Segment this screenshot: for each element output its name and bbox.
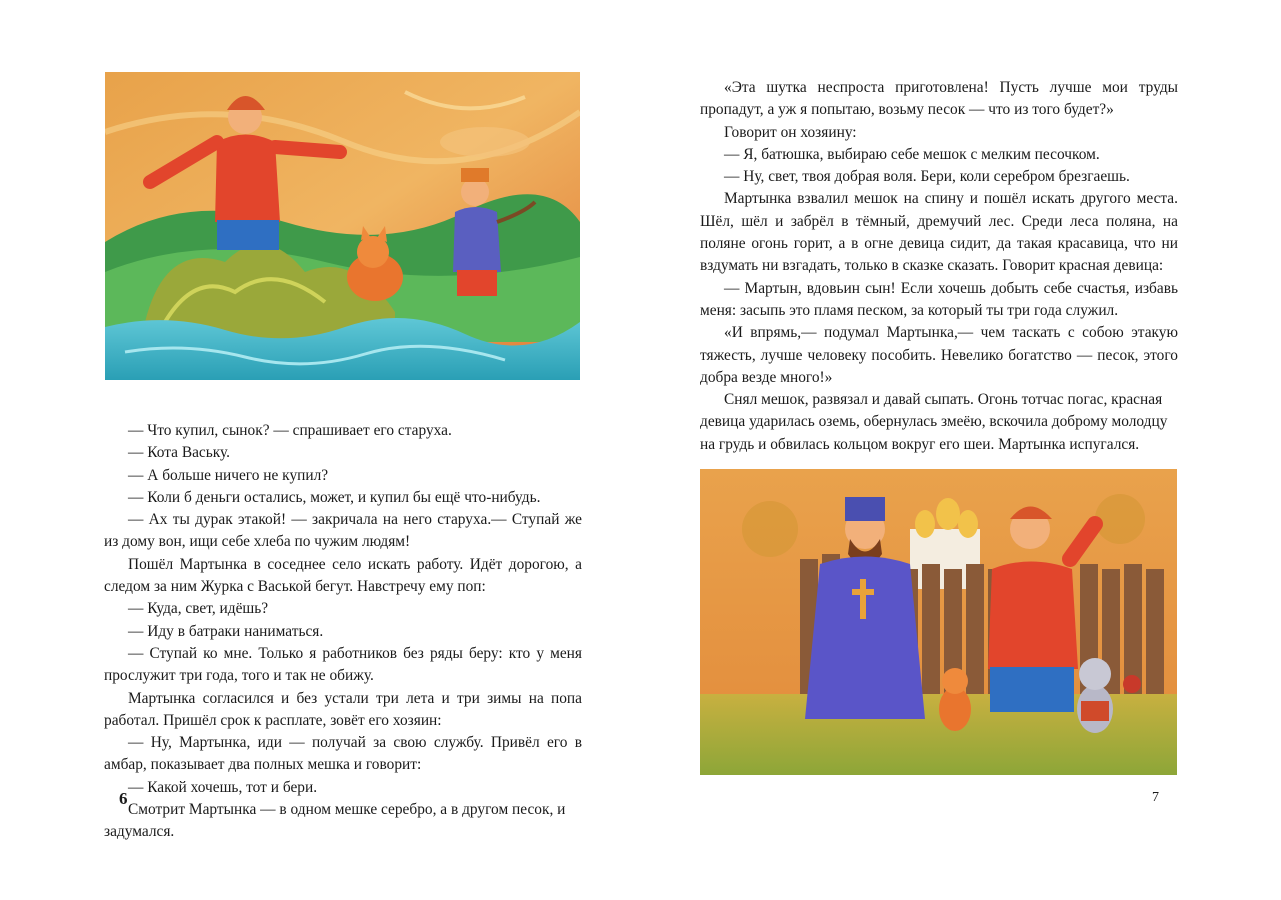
paragraph: — Ах ты дурак этакой! — закричала на него старуха.— Ступай же из дому вон, ищи себе хлеба по чужим людям! xyxy=(104,511,582,551)
paragraph: — Мартын, вдовьин сын! Если хочешь добыть себе счастья, избавь меня: засыпь это пламя песком, за который ты три года служил. xyxy=(700,279,1178,319)
paragraph: Мартынка согласился и без устали три лета и три зимы на попа работал. Пришёл срок к расплате, зовёт его хозяин: xyxy=(104,689,582,729)
paragraph: — Ну, свет, твоя добрая воля. Бери, коли серебром брезгаешь. xyxy=(724,168,1130,186)
paragraph: — Какой хочешь, тот и бери. xyxy=(128,778,318,796)
illustration-priest-and-martynka xyxy=(700,469,1177,775)
paragraph: Пошёл Мартынка в соседнее село искать работу. Идёт дорогою, а следом за ним Журка с Васькой бегут. Навстречу ему поп: xyxy=(104,555,582,596)
paragraph: — Куда, свет, идёшь? xyxy=(128,600,269,618)
illustration-martynka-shore xyxy=(105,72,580,380)
page-number-right: 7 xyxy=(1152,790,1159,805)
right-page-text xyxy=(700,77,1178,456)
paragraph: «И впрямь,— подумал Мартынка,— чем таскать с собою этакую тяжесть, лучше человеку пособить. Невелико богатство — песок, этого добра везде много!» xyxy=(700,324,1178,386)
left-page-text xyxy=(104,420,582,844)
page-number-left: 6 xyxy=(119,789,128,808)
illustration-right-drawing xyxy=(700,469,1177,775)
paragraph: — Ну, Мартынка, иди — получай за свою службу. Привёл его в амбар, показывает два полных мешка и говорит: xyxy=(104,734,582,774)
paragraph: Смотрит Мартынка — в одном мешке серебро, а в другом песок, и задумался. xyxy=(104,801,566,841)
illustration-left-drawing xyxy=(105,72,580,380)
paragraph: Мартынка взвалил мешок на спину и пошёл искать другого места. Шёл, шёл и забрёл в тёмный, дремучий лес. Среди леса поляна, на поляне огонь горит, а в огне девица сидит, да такая красавица, что ни вздумать ни взгадать, только в сказке сказать. Говорит красная девица: xyxy=(700,190,1178,275)
right-page xyxy=(640,0,1281,900)
paragraph: — Ступай ко мне. Только я работников без ряды беру: кто у меня прослужит три года, того и так не обижу. xyxy=(104,644,582,685)
paragraph: Говорит он хозяину: xyxy=(724,123,857,141)
paragraph: — Коли б деньги остались, может, и купил бы ещё что-нибудь. xyxy=(128,488,541,506)
paragraph: — Иду в батраки наниматься. xyxy=(128,622,324,640)
paragraph: — Я, батюшка, выбираю себе мешок с мелким песочком. xyxy=(724,145,1100,163)
paragraph: «Эта шутка неспроста приготовлена! Пусть лучше мои труды пропадут, а уж я попытаю, возьму песок — что из того будет?» xyxy=(700,79,1178,119)
paragraph: — А больше ничего не купил? xyxy=(128,466,329,484)
paragraph: — Что купил, сынок? — спрашивает его старуха. xyxy=(128,422,452,439)
paragraph: Снял мешок, развязал и давай сыпать. Огонь тотчас погас, красная девица ударилась оземь, обернулась змеёю, вскочила доброму молодцу на грудь и обвилась кольцом вокруг его шеи. Мартынка испугался. xyxy=(700,391,1168,453)
paragraph: — Кота Ваську. xyxy=(128,444,231,462)
left-page xyxy=(0,0,640,900)
